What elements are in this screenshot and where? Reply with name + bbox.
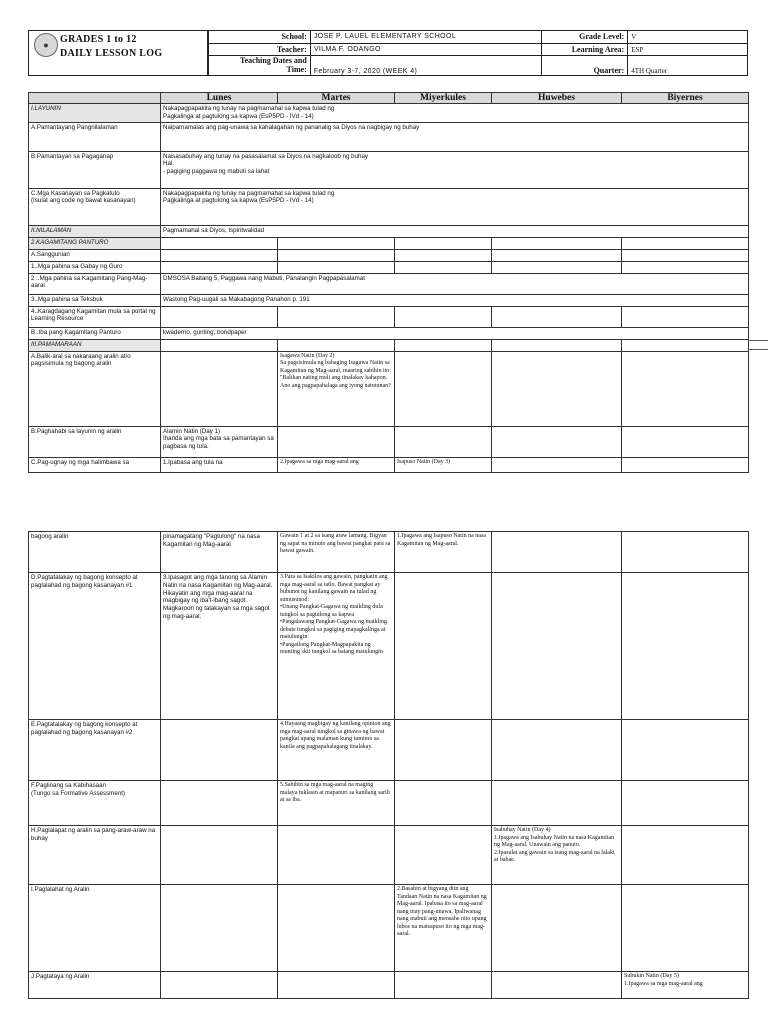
- table-row: [29, 261, 749, 273]
- day-cell-miyerkules: [395, 826, 492, 885]
- day-cell-biyernes: [622, 573, 749, 720]
- table-row: [29, 573, 749, 720]
- day-cell-lunes: 3.Ipasagot ang mga tanong sa Alamin Natin na nasa Kagamitan ng Mag-aaral. Hikayatin ang mga mag-aaral na magbigay ng iba't-ibang sagot. Magkaroon ng talakayan sa mga sagot ng mag-aaral.: [161, 573, 278, 720]
- day-cell-huwebes: [492, 306, 622, 327]
- day-cell-martes: 4.Hayaang magbigay ng kanilang opinion ang mga mag-aaral tungkol sa ginawa ng bawat pangkat upang malaman kung tumimo sa kanila ang pagpapahalagang tinalakay.: [278, 720, 395, 781]
- day-header-row: [29, 93, 749, 104]
- teacher-label: Teacher:: [209, 43, 311, 56]
- merged-cell: Nakapagpapakita ng tunay na pagmamahal sa kapwa tulad ng Pagkalinga at pagtulong sa kapwa (EsP5PD - IVd - 14): [161, 188, 749, 225]
- table-row: [29, 294, 749, 306]
- row-label: 4..Karagdagang Kagamitan mula sa portal ng Learning Resource: [29, 306, 161, 327]
- row-label: D.Pagtatalakay ng bagong konsepto at paglalahad ng bagong kasanayan #1: [29, 573, 161, 720]
- quarter-value: 4TH Quarter: [628, 56, 748, 76]
- day-cell-martes: 3.Para sa Isakilos ang gawain, pangkatin ang mga mag-aaral sa tatlo. Bawat pangkat ay bubunot ng kanilang gawain na tulad ng sumusunod: •Unang Pangkat-Gagawa ng maikling dula tungkol sa pagtulong sa kapwa •Pangalawang Pangkat-Gagawa ng maikling debate tungkol sa pagiging mapagkalinga at matulungin •Pangatlong Pangkat-Magpapakita ng munting skit tungkol sa batang matulungin: [278, 573, 395, 720]
- table-row: [29, 225, 749, 237]
- area-value: ESP: [628, 43, 748, 56]
- grade-label: Grade Level:: [542, 31, 628, 44]
- day-cell-biyernes: [622, 261, 749, 273]
- day-cell-lunes: [161, 972, 278, 999]
- teacher-value: VILMA F. ODANGO: [310, 43, 542, 56]
- day-cell-lunes: [161, 237, 278, 249]
- dates-label-line1: Teaching Dates and: [240, 55, 307, 65]
- table-row: [29, 273, 749, 294]
- day-cell-huwebes: [492, 261, 622, 273]
- merged-cell: Nakapagpapakita ng tunay na pagmamahal sa kapwa tulad ng Pagkalinga at pagtulong sa kapwa (EsP5PD - IVd - 14): [161, 104, 749, 123]
- row-label: B..Iba pang Kagamitang Panturo: [29, 327, 161, 339]
- school-value: JOSE P. LAUEL ELEMENTARY SCHOOL: [310, 31, 542, 44]
- row-label: A.Balik-aral sa nakaraang aralin at/o pagsisimula ng bagong aralin: [29, 351, 161, 426]
- day-cell-martes: [278, 261, 395, 273]
- merged-cell: Naisasabuhay ang tunay na pasasalamat sa Diyos na nagkaloob ng buhay Hal. - pagiging paggawa ng mabuti sa lahat: [161, 151, 749, 188]
- deped-seal-icon: ●: [34, 33, 58, 57]
- table-row: [29, 237, 749, 249]
- day-cell-huwebes: [492, 972, 622, 999]
- day-cell-biyernes: [622, 885, 749, 972]
- day-cell-lunes: [161, 781, 278, 826]
- merged-cell: Pagmamahal sa Diyos, Ispiritwalidad: [161, 225, 749, 237]
- row-label: 1..Mga pahina sa Gabay ng Guro: [29, 261, 161, 273]
- day-header-huwebes: Huwebes: [492, 93, 622, 104]
- day-cell-martes: [278, 885, 395, 972]
- day-cell-biyernes: [622, 457, 749, 472]
- day-cell-lunes: [161, 249, 278, 261]
- day-cell-miyerkules: [395, 351, 492, 426]
- day-header-biyernes: Biyernes: [622, 93, 749, 104]
- table-row: [29, 532, 749, 573]
- title-line-2: DAILY LESSON LOG: [60, 48, 163, 59]
- day-cell-miyerkules: [395, 426, 492, 457]
- table-row: [29, 457, 749, 472]
- day-cell-martes: [278, 972, 395, 999]
- day-cell-lunes: [161, 261, 278, 273]
- school-label: School:: [209, 31, 311, 44]
- dates-label-line2: Time:: [286, 64, 307, 74]
- day-cell-huwebes: [492, 426, 622, 457]
- day-cell-miyerkules: 1.Ipagawa ang Isapuso Natin na nasa Kagamitan ng Mag-aaral.: [395, 532, 492, 573]
- day-cell-miyerkules: [395, 249, 492, 261]
- day-cell-miyerkules: [395, 720, 492, 781]
- day-cell-biyernes: [622, 532, 749, 573]
- day-cell-huwebes: [492, 720, 622, 781]
- lesson-log-table-page1: [28, 92, 749, 473]
- day-cell-martes: 2.Ipagawa sa mga mag-aaral ang: [278, 457, 395, 472]
- quarter-label: Quarter:: [542, 56, 628, 76]
- row-label: I.LAYUNIN: [29, 104, 161, 123]
- day-header-miyerkules: Miyerkules: [395, 93, 492, 104]
- day-cell-lunes: pinamagatang "Pagtulong" na nasa Kagamitan ng Mag-aaral: [161, 532, 278, 573]
- row-label: A.Pamantayang Pangnilalaman: [29, 122, 161, 151]
- day-cell-miyerkules: [395, 237, 492, 249]
- day-cell-miyerkules: 2.Basahin at bigyang diin ang Tandaan Natin na nasa Kagamitan ng Mag-aaral. Ipabasa ito sa mag-aaral nang may pang-unawa. Ipaliwanag nang mabuti ang mensahe nito upang lubos na maisapuso ito ng mga mag-aaral.: [395, 885, 492, 972]
- row-label: F.Paglinang sa Kabihasaan (Tungo sa Formative Assessment): [29, 781, 161, 826]
- day-cell-biyernes: [622, 351, 749, 426]
- row-label: B.Pamantayan sa Pagaganap: [29, 151, 161, 188]
- row-label: bagong aralin: [29, 532, 161, 573]
- day-cell-martes: [278, 826, 395, 885]
- day-cell-lunes: [161, 306, 278, 327]
- day-cell-martes: [278, 249, 395, 261]
- day-cell-huwebes: [492, 532, 622, 573]
- day-cell-biyernes: [622, 237, 749, 249]
- day-cell-lunes: 1.Ipabasa ang tula na: [161, 457, 278, 472]
- page-edge-line: [748, 349, 768, 350]
- dates-label: [209, 56, 311, 76]
- day-cell-huwebes: [492, 237, 622, 249]
- title-line-1: GRADES 1 to 12: [60, 34, 137, 45]
- table-row: [29, 151, 749, 188]
- row-label: III.PAMAMARAAN: [29, 339, 161, 351]
- day-cell-biyernes: [622, 249, 749, 261]
- day-cell-huwebes: Isabuhay Natin (Day 4) 1.Ipagawa ang Isabuhay Natin na nasa Kagamitan ng Mag-aaral. Unawain ang panuto. 2.Ipasulat ang gawain sa isang mag-aaral na lalaki at babae.: [492, 826, 622, 885]
- grade-value: V: [628, 31, 748, 44]
- day-cell-huwebes: [492, 339, 622, 351]
- blank-header: [29, 93, 161, 104]
- day-header-martes: Martes: [278, 93, 395, 104]
- lesson-log-table-page2: [28, 531, 749, 999]
- area-label: Learning Area:: [542, 43, 628, 56]
- day-cell-lunes: [161, 351, 278, 426]
- merged-cell: Naipamamalas ang pag-unawa sa kahalagahan ng pananalig sa Diyos na nagbigay ng buhay: [161, 122, 749, 151]
- day-cell-huwebes: [492, 351, 622, 426]
- day-header-lunes: Lunes: [161, 93, 278, 104]
- day-cell-biyernes: [622, 781, 749, 826]
- day-cell-miyerkules: [395, 306, 492, 327]
- table-row: [29, 327, 749, 339]
- row-label: H.Paglalapat ng aralin sa pang-araw-araw na buhay: [29, 826, 161, 885]
- day-cell-lunes: Alamin Natin (Day 1) Ihanda ang mga bata sa pamantayan sa pagbasa ng tula.: [161, 426, 278, 457]
- day-cell-martes: [278, 237, 395, 249]
- row-label: B.Paghahabi sa layunin ng aralin: [29, 426, 161, 457]
- day-cell-huwebes: [492, 573, 622, 720]
- table-row: [29, 188, 749, 225]
- table-row: [29, 885, 749, 972]
- row-label: J.Pagtataya ng Aralin: [29, 972, 161, 999]
- day-cell-lunes: [161, 720, 278, 781]
- header-info-table: [208, 30, 748, 76]
- day-cell-biyernes: [622, 826, 749, 885]
- day-cell-biyernes: [622, 339, 749, 351]
- table-row: [29, 306, 749, 327]
- day-cell-huwebes: [492, 781, 622, 826]
- day-cell-miyerkules: [395, 781, 492, 826]
- table-row: [29, 339, 749, 351]
- day-cell-miyerkules: [395, 261, 492, 273]
- merged-cell: Wastong Pag-uugali sa Makabagong Panahon p. 191: [161, 294, 749, 306]
- day-cell-martes: [278, 426, 395, 457]
- row-label: 2 ..Mga pahina sa Kagamitang Pang-Mag-aaral: [29, 273, 161, 294]
- row-label: 2.KAGAMITANG PANTURO: [29, 237, 161, 249]
- day-cell-miyerkules: [395, 339, 492, 351]
- table-row: [29, 826, 749, 885]
- table-row: [29, 426, 749, 457]
- day-cell-biyernes: [622, 720, 749, 781]
- merged-cell: DMSOSA Baitang 5, Paggawa nang Mabuti, Panalangin Pagpapasalamat: [161, 273, 749, 294]
- day-cell-biyernes: [622, 426, 749, 457]
- row-label: 3..Mga pahina sa Teksbuk: [29, 294, 161, 306]
- table-row: [29, 972, 749, 999]
- day-cell-martes: [278, 306, 395, 327]
- day-cell-huwebes: [492, 885, 622, 972]
- page-edge-line: [748, 340, 768, 341]
- table-row: [29, 249, 749, 261]
- day-cell-biyernes: [622, 306, 749, 327]
- row-label: E.Pagtatalakay ng bagong konsepto at paglalahad ng bagong kasanayan #2: [29, 720, 161, 781]
- day-cell-miyerkules: Isapuso Natin (Day 3): [395, 457, 492, 472]
- day-cell-huwebes: [492, 457, 622, 472]
- table-row: [29, 122, 749, 151]
- table-row: [29, 351, 749, 426]
- table-row: [29, 781, 749, 826]
- day-cell-miyerkules: [395, 972, 492, 999]
- table-row: [29, 104, 749, 123]
- row-label: C.Mga Kasanayan sa Pagkatuto (Isulat ang code ng bawat kasanayan): [29, 188, 161, 225]
- row-label: II.NILALAMAN: [29, 225, 161, 237]
- day-cell-martes: [278, 339, 395, 351]
- day-cell-biyernes: Subukin Natin (Day 5) 1.Ipagawa sa mga mag-aaral ang: [622, 972, 749, 999]
- day-cell-martes: 5.Sabihin sa mga mag-aaral na maging malaya tuklasin at mapanuri sa kanilang sarili at sa iba.: [278, 781, 395, 826]
- day-cell-lunes: [161, 826, 278, 885]
- day-cell-huwebes: [492, 249, 622, 261]
- row-label: C.Pag-ugnay ng mga halimbawa sa: [29, 457, 161, 472]
- table-row: [29, 720, 749, 781]
- merged-cell: kwaderno, gunting, bondpaper: [161, 327, 749, 339]
- day-cell-miyerkules: [395, 573, 492, 720]
- day-cell-martes: Isagawa Natin (Day 2) Sa pagsisimula ng bahaging Isagawa Natin sa Kagamitan ng Mag-aaral, maaring sabihin ito: "Balikan nating muli ang tinalakay kahapon. Ano ang pagpapahalaga ang iyong natutunan?: [278, 351, 395, 426]
- day-cell-martes: Gawain 1 at 2 sa isang araw lamang. Bigyan ng sapat na minuto ang bawat pangkat para sa bawat gawain.: [278, 532, 395, 573]
- dates-value: February 3-7, 2020 (WEEK 4): [310, 56, 542, 76]
- row-label: I.Paglalahat ng Aralin: [29, 885, 161, 972]
- day-cell-lunes: [161, 339, 278, 351]
- day-cell-lunes: [161, 885, 278, 972]
- row-label: A.Sanggunian: [29, 249, 161, 261]
